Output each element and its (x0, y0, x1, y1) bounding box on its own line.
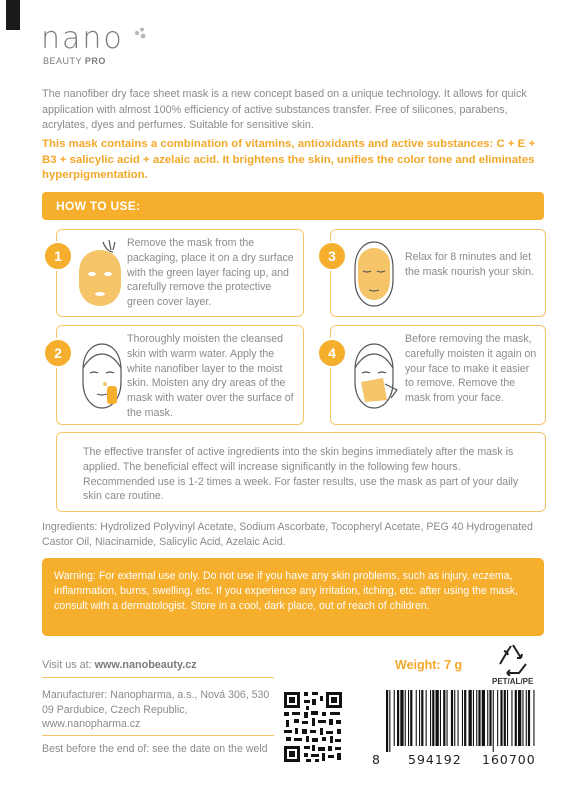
barcode-bar (528, 690, 530, 746)
face-moisten-icon (75, 338, 129, 414)
face-mask-icon (73, 238, 127, 310)
barcode-bar (397, 690, 399, 746)
logo-sub-bold: PRO (84, 56, 106, 66)
barcode-bar (430, 690, 431, 746)
barcode-bar (447, 690, 448, 746)
ingredients-text: Ingredients: Hydrolized Polyvinyl Acetate, Sodium Ascorbate, Tocopheryl Acetate, PEG 40 Hydrogenated Castor Oil, Niacinamide, Salicylic Acid, Azelaic Acid. (42, 521, 533, 548)
barcode-bar (440, 690, 441, 746)
barcode-digit-group-1: 594192 (408, 752, 462, 767)
recycle-material-label: PET/AL/PE (492, 677, 534, 686)
step-4-box (330, 325, 546, 425)
corner-mark (6, 0, 20, 30)
barcode-bar (416, 690, 417, 746)
warning-text: Warning: For external use only. Do not use if you have any skin problems, such as injury, eczema, inflammation, burns, swelling, etc. If you experience any irritation, itching, etc. after using the mask, consult with a dermatologist. Store in a cool, dark place, out of reach of children. (54, 570, 518, 612)
step-3-text: Relax for 8 minutes and let the mask nourish your skin. (405, 251, 534, 278)
usage-note-text: The effective transfer of active ingredients into the skin begins immediately after the mask is applied. The beneficial effect will increase significantly in the following few hours. Recommended use is 1-2 times a week. For faster results, use the mask as part of your daily skin care routine. (83, 446, 519, 503)
logo-word: nano (41, 21, 124, 56)
visit-url[interactable]: www.nanobeauty.cz (94, 659, 197, 671)
barcode-bar (400, 690, 403, 746)
barcode-bar (410, 690, 412, 746)
step-2-number: 2 (43, 338, 73, 368)
barcode-icon (372, 690, 537, 752)
step-3-number: 3 (317, 241, 347, 271)
barcode-bar (432, 690, 434, 746)
barcode-bar (493, 690, 494, 752)
manufacturer-text: Manufacturer: Nanopharma, a.s., Nová 306, 530 09 Pardubice, Czech Republic, www.nanopharma.cz (42, 689, 270, 731)
recycle-icon (495, 642, 531, 676)
barcode-bar (500, 690, 502, 746)
step-1-box (56, 229, 304, 317)
barcode-bar (454, 690, 455, 746)
barcode-bar (473, 690, 474, 746)
footer-rule-1 (42, 677, 274, 678)
barcode-bar (443, 690, 445, 746)
logo-subtitle (43, 56, 124, 66)
barcode-bar (504, 690, 506, 746)
qr-code-icon (282, 690, 344, 764)
barcode-bar (522, 690, 523, 746)
barcode-bar (476, 690, 477, 746)
highlight-text: This mask contains a combination of vitamins, antioxidants and active substances: C + E + B3 + salicylic acid + azelaic acid. It brightens the skin, unifies the color tone and eliminates hyperpigmentation. (42, 138, 536, 181)
barcode-bar (458, 690, 459, 746)
footer-rule-2 (42, 735, 274, 736)
barcode-bar (394, 690, 395, 746)
barcode-bar (469, 690, 472, 746)
barcode-bar (533, 690, 534, 746)
barcode-bar (464, 690, 466, 746)
barcode-bar (426, 690, 427, 746)
barcode-bar (408, 690, 409, 746)
barcode-bar (405, 690, 406, 746)
barcode-bar (478, 690, 480, 746)
logo-sub-light: BEAUTY (43, 56, 82, 66)
barcode-bar (419, 690, 420, 746)
barcode-bar (421, 690, 423, 746)
barcode-bar (386, 690, 388, 752)
step-1-text: Remove the mask from the packaging, place it on a dry surface with the green layer facing up, and carefully remove the protective green cover layer. (127, 237, 294, 309)
how-to-use-title: HOW TO USE: (56, 199, 141, 213)
intro-text: The nanofiber dry face sheet mask is a new concept based on a unique technology. It allows for quick application with almost 100% efficiency of active substances transfer. Free of silicones, parabens, acrylates, dyes and perfumes. Suitable for sensitive skin. (42, 88, 527, 131)
barcode-bar (482, 690, 485, 746)
barcode-bar (451, 690, 453, 746)
barcode-bar (489, 690, 491, 746)
visit-prefix: Visit us at: (42, 659, 95, 671)
step-2-text: Thoroughly moisten the cleansed skin with warm water. Apply the white nanofiber layer to the moist skin. Moisten any dry areas of the mask with water over the surface of the mask. (127, 333, 294, 419)
barcode-bar (389, 690, 390, 752)
barcode-bar (462, 690, 463, 746)
step-4-number: 4 (317, 338, 347, 368)
barcode-bar (487, 690, 488, 746)
warning-box (42, 558, 544, 636)
barcode-bar (507, 690, 508, 746)
barcode-bar (515, 690, 517, 746)
logo-dots-icon (133, 26, 147, 40)
barcode-bar (436, 690, 439, 746)
barcode-digit-group-2: 160700 (482, 752, 536, 767)
step-2-box (56, 325, 304, 425)
step-3-box (330, 229, 546, 317)
visit-line (42, 659, 197, 671)
barcode-digit-prefix: 8 (372, 752, 381, 767)
usage-note-box (56, 432, 546, 512)
barcode-bar (511, 690, 512, 746)
face-remove-icon (347, 338, 403, 414)
brand-logo (41, 22, 124, 66)
weight-label: Weight: 7 g (395, 658, 463, 672)
barcode-bar (497, 690, 498, 746)
barcode-bar (518, 690, 521, 746)
step-4-text: Before removing the mask, carefully moisten it again on your face to make it easier to remove. Remove the mask from your face. (405, 333, 537, 405)
how-to-use-header (42, 192, 544, 220)
best-before-text: Best before the end of: see the date on the weld (42, 743, 268, 755)
step-1-number: 1 (43, 241, 73, 271)
face-relax-icon (347, 236, 401, 312)
barcode-bar (526, 690, 527, 746)
